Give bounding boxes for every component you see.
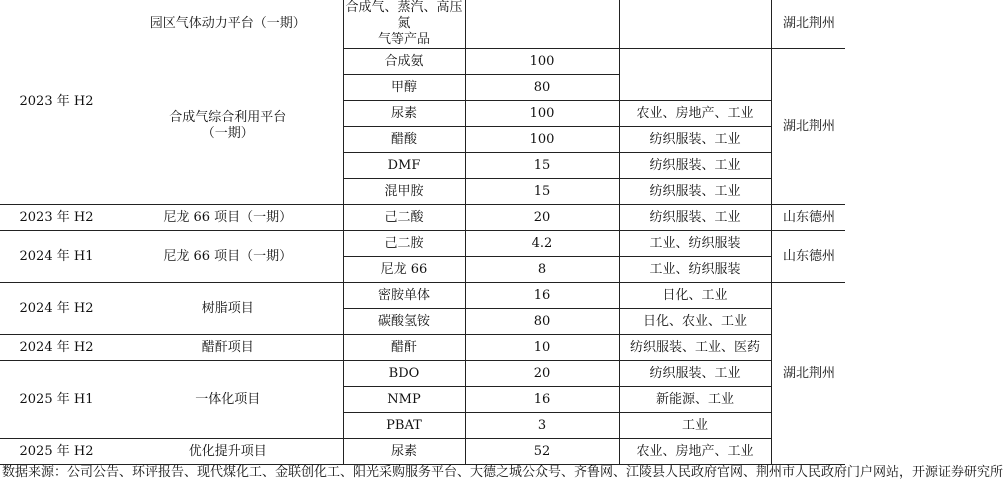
industry-cell — [619, 49, 771, 101]
capacity-cell: 20 — [465, 361, 619, 387]
product-cell: DMF — [343, 153, 465, 179]
project-cell: 树脂项目 — [113, 283, 343, 335]
capacity-cell: 100 — [465, 127, 619, 153]
industry-cell: 工业、纺织服装 — [619, 231, 771, 257]
time-cell: 2023 年 H2 — [0, 205, 113, 231]
project-line-1: 合成气综合利用平台 — [169, 110, 287, 126]
location-cell: 山东德州 — [771, 231, 845, 283]
product-cell: 尿素 — [343, 101, 465, 127]
location-cell: 湖北荆州 — [771, 283, 845, 465]
time-cell: 2024 年 H1 — [0, 231, 113, 283]
product-cell: 己二胺 — [343, 231, 465, 257]
industry-cell: 农业、房地产、工业 — [619, 101, 771, 127]
product-cell — [343, 0, 465, 49]
table-row — [0, 231, 845, 257]
capacity-cell: 20 — [465, 205, 619, 231]
project-cell: 尼龙 66 项目（一期） — [113, 231, 343, 283]
capacity-cell: 16 — [465, 387, 619, 413]
capacity-cell: 15 — [465, 179, 619, 205]
product-cell: 醋酸 — [343, 127, 465, 153]
industry-cell: 纺织服装、工业 — [619, 127, 771, 153]
location-cell: 湖北荆州 — [771, 0, 845, 49]
capacity-cell: 4.2 — [465, 231, 619, 257]
table-row — [0, 335, 845, 361]
product-cell: 合成氨 — [343, 49, 465, 75]
product-cell: 碳酸氢铵 — [343, 309, 465, 335]
table-row — [0, 361, 845, 387]
table-row — [0, 283, 845, 309]
time-cell: 2024 年 H2 — [0, 335, 113, 361]
product-line-2: 气等产品 — [377, 32, 430, 47]
product-cell: 甲醇 — [343, 75, 465, 101]
product-cell: BDO — [343, 361, 465, 387]
project-line-2: （一期） — [201, 126, 254, 142]
project-cell — [113, 49, 343, 205]
industry-cell: 纺织服装、工业、医药 — [619, 335, 771, 361]
industry-cell: 工业 — [619, 413, 771, 439]
time-cell: 2023 年 H2 — [0, 0, 113, 205]
table-row — [0, 205, 845, 231]
capacity-cell: 15 — [465, 153, 619, 179]
capacity-cell: 80 — [465, 309, 619, 335]
product-cell: 尿素 — [343, 439, 465, 465]
table-row — [0, 49, 845, 75]
capacity-cell: 80 — [465, 75, 619, 101]
location-cell: 湖北荆州 — [771, 49, 845, 205]
capacity-cell: 100 — [465, 101, 619, 127]
industry-cell: 纺织服装、工业 — [619, 179, 771, 205]
industry-cell: 纺织服装、工业 — [619, 153, 771, 179]
product-cell: 尼龙 66 — [343, 257, 465, 283]
product-cell: 密胺单体 — [343, 283, 465, 309]
product-cell: 醋酐 — [343, 335, 465, 361]
industry-cell: 农业、房地产、工业 — [619, 439, 771, 465]
project-cell: 园区气体动力平台（一期） — [149, 16, 306, 32]
project-cell: 醋酐项目 — [113, 335, 343, 361]
project-cell: 优化提升项目 — [113, 439, 343, 465]
industry-cell: 新能源、工业 — [619, 387, 771, 413]
product-cell: NMP — [343, 387, 465, 413]
product-cell: 混甲胺 — [343, 179, 465, 205]
table-row — [0, 0, 845, 49]
capacity-cell: 8 — [465, 257, 619, 283]
capacity-cell: 16 — [465, 283, 619, 309]
product-cell: PBAT — [343, 413, 465, 439]
capacity-cell — [465, 0, 619, 49]
capacity-cell: 10 — [465, 335, 619, 361]
time-cell: 2025 年 H2 — [0, 439, 113, 465]
industry-cell: 纺织服装、工业 — [619, 205, 771, 231]
industry-cell: 日化、工业 — [619, 283, 771, 309]
time-cell: 2024 年 H2 — [0, 283, 113, 335]
project-cell: 一体化项目 — [113, 361, 343, 439]
industry-cell: 日化、农业、工业 — [619, 309, 771, 335]
capacity-cell: 100 — [465, 49, 619, 75]
industry-cell: 纺织服装、工业 — [619, 361, 771, 387]
project-cell: 尼龙 66 项目（一期） — [113, 205, 343, 231]
time-cell: 2025 年 H1 — [0, 361, 113, 439]
capacity-cell: 52 — [465, 439, 619, 465]
industry-cell — [619, 0, 771, 49]
capacity-cell: 3 — [465, 413, 619, 439]
location-cell: 山东德州 — [771, 205, 845, 231]
industry-cell: 工业、纺织服装 — [619, 257, 771, 283]
source-note: 数据来源：公司公告、环评报告、现代煤化工、金联创化工、阳光采购服务平台、大德之城公众号、齐鲁网、江陵县人民政府官网、荆州市人民政府门户网站，开源证券研究所 — [2, 465, 1003, 480]
product-line-1: 合成气、蒸汽、高压氮 — [345, 0, 463, 31]
product-cell: 己二酸 — [343, 205, 465, 231]
